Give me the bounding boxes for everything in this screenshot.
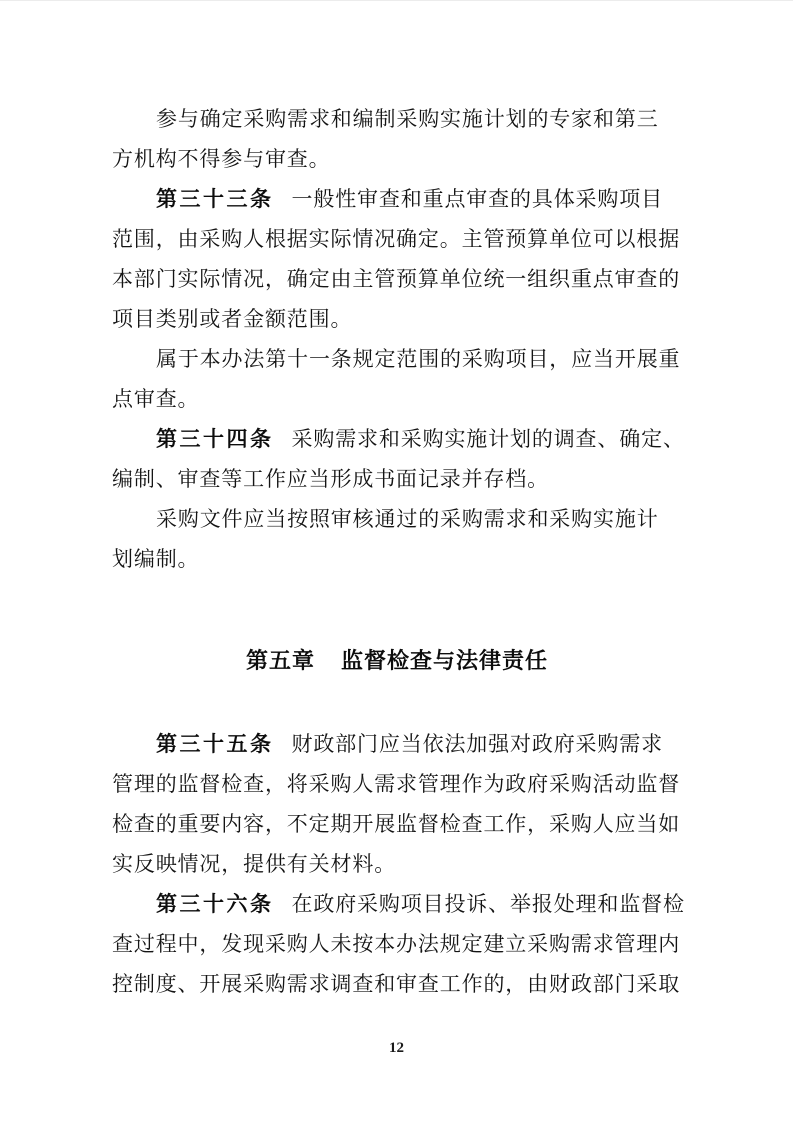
- article-number: 第三十五条: [156, 733, 274, 756]
- text-line: [112, 459, 682, 499]
- text-line: [112, 219, 682, 259]
- chapter-title: 监督检查与法律责任: [341, 648, 549, 673]
- line-text: 参与确定采购需求和编制采购实施计划的专家和第三: [156, 107, 659, 131]
- article-number: 第三十六条: [156, 893, 274, 916]
- line-text: 范围，由采购人根据实际情况确定。主管预算单位可以根据: [112, 227, 681, 251]
- text-line: [112, 764, 682, 804]
- text-line: [112, 724, 682, 764]
- page-number: 12: [389, 1040, 404, 1056]
- line-text: 管理的监督检查，将采购人需求管理作为政府采购活动监督: [112, 772, 681, 796]
- text-line: [112, 924, 682, 964]
- line-text: 实反映情况，提供有关材料。: [112, 852, 397, 876]
- text-line: [112, 99, 682, 139]
- line-text: 编制、审查等工作应当形成书面记录并存档。: [112, 467, 549, 491]
- text-line: [112, 379, 682, 419]
- chapter-number: 第五章: [245, 648, 315, 673]
- text-line: [112, 539, 682, 579]
- line-text: 采购文件应当按照审核通过的采购需求和采购实施计: [156, 507, 659, 531]
- chapter-heading: [112, 639, 682, 683]
- text-line: [112, 299, 682, 339]
- line-text: 划编制。: [112, 547, 200, 571]
- line-text: 检查的重要内容，不定期开展监督检查工作，采购人应当如: [112, 812, 681, 836]
- text-line: [112, 139, 682, 179]
- text-line: [112, 419, 685, 459]
- line-text: 采购需求和采购实施计划的调查、确定、: [291, 427, 685, 451]
- line-text: 一般性审查和重点审查的具体采购项目: [291, 187, 663, 211]
- line-text: 控制度、开展采购需求调查和审查工作的，由财政部门采取: [112, 972, 681, 996]
- document-body-continued: [112, 724, 685, 1004]
- document-body: [112, 99, 685, 1004]
- line-text: 方机构不得参与审查。: [112, 147, 331, 171]
- line-text: 财政部门应当依法加强对政府采购需求: [291, 732, 663, 756]
- text-line: [112, 884, 685, 924]
- article-number: 第三十四条: [156, 428, 274, 451]
- text-line: [112, 339, 682, 379]
- line-text: 属于本办法第十一条规定范围的采购项目，应当开展重: [156, 347, 681, 371]
- text-line: [112, 804, 682, 844]
- text-line: [112, 179, 682, 219]
- line-text: 本部门实际情况，确定由主管预算单位统一组织重点审查的: [112, 267, 681, 291]
- line-text: 查过程中，发现采购人未按本办法规定建立采购需求管理内: [112, 932, 681, 956]
- line-text: 在政府采购项目投诉、举报处理和监督检: [291, 892, 685, 916]
- article-number: 第三十三条: [156, 188, 274, 211]
- line-text: 项目类别或者金额范围。: [112, 307, 353, 331]
- text-line: [112, 259, 682, 299]
- text-line: [112, 844, 682, 884]
- text-line: [112, 499, 682, 539]
- text-line: [112, 964, 682, 1004]
- line-text: 点审查。: [112, 387, 200, 411]
